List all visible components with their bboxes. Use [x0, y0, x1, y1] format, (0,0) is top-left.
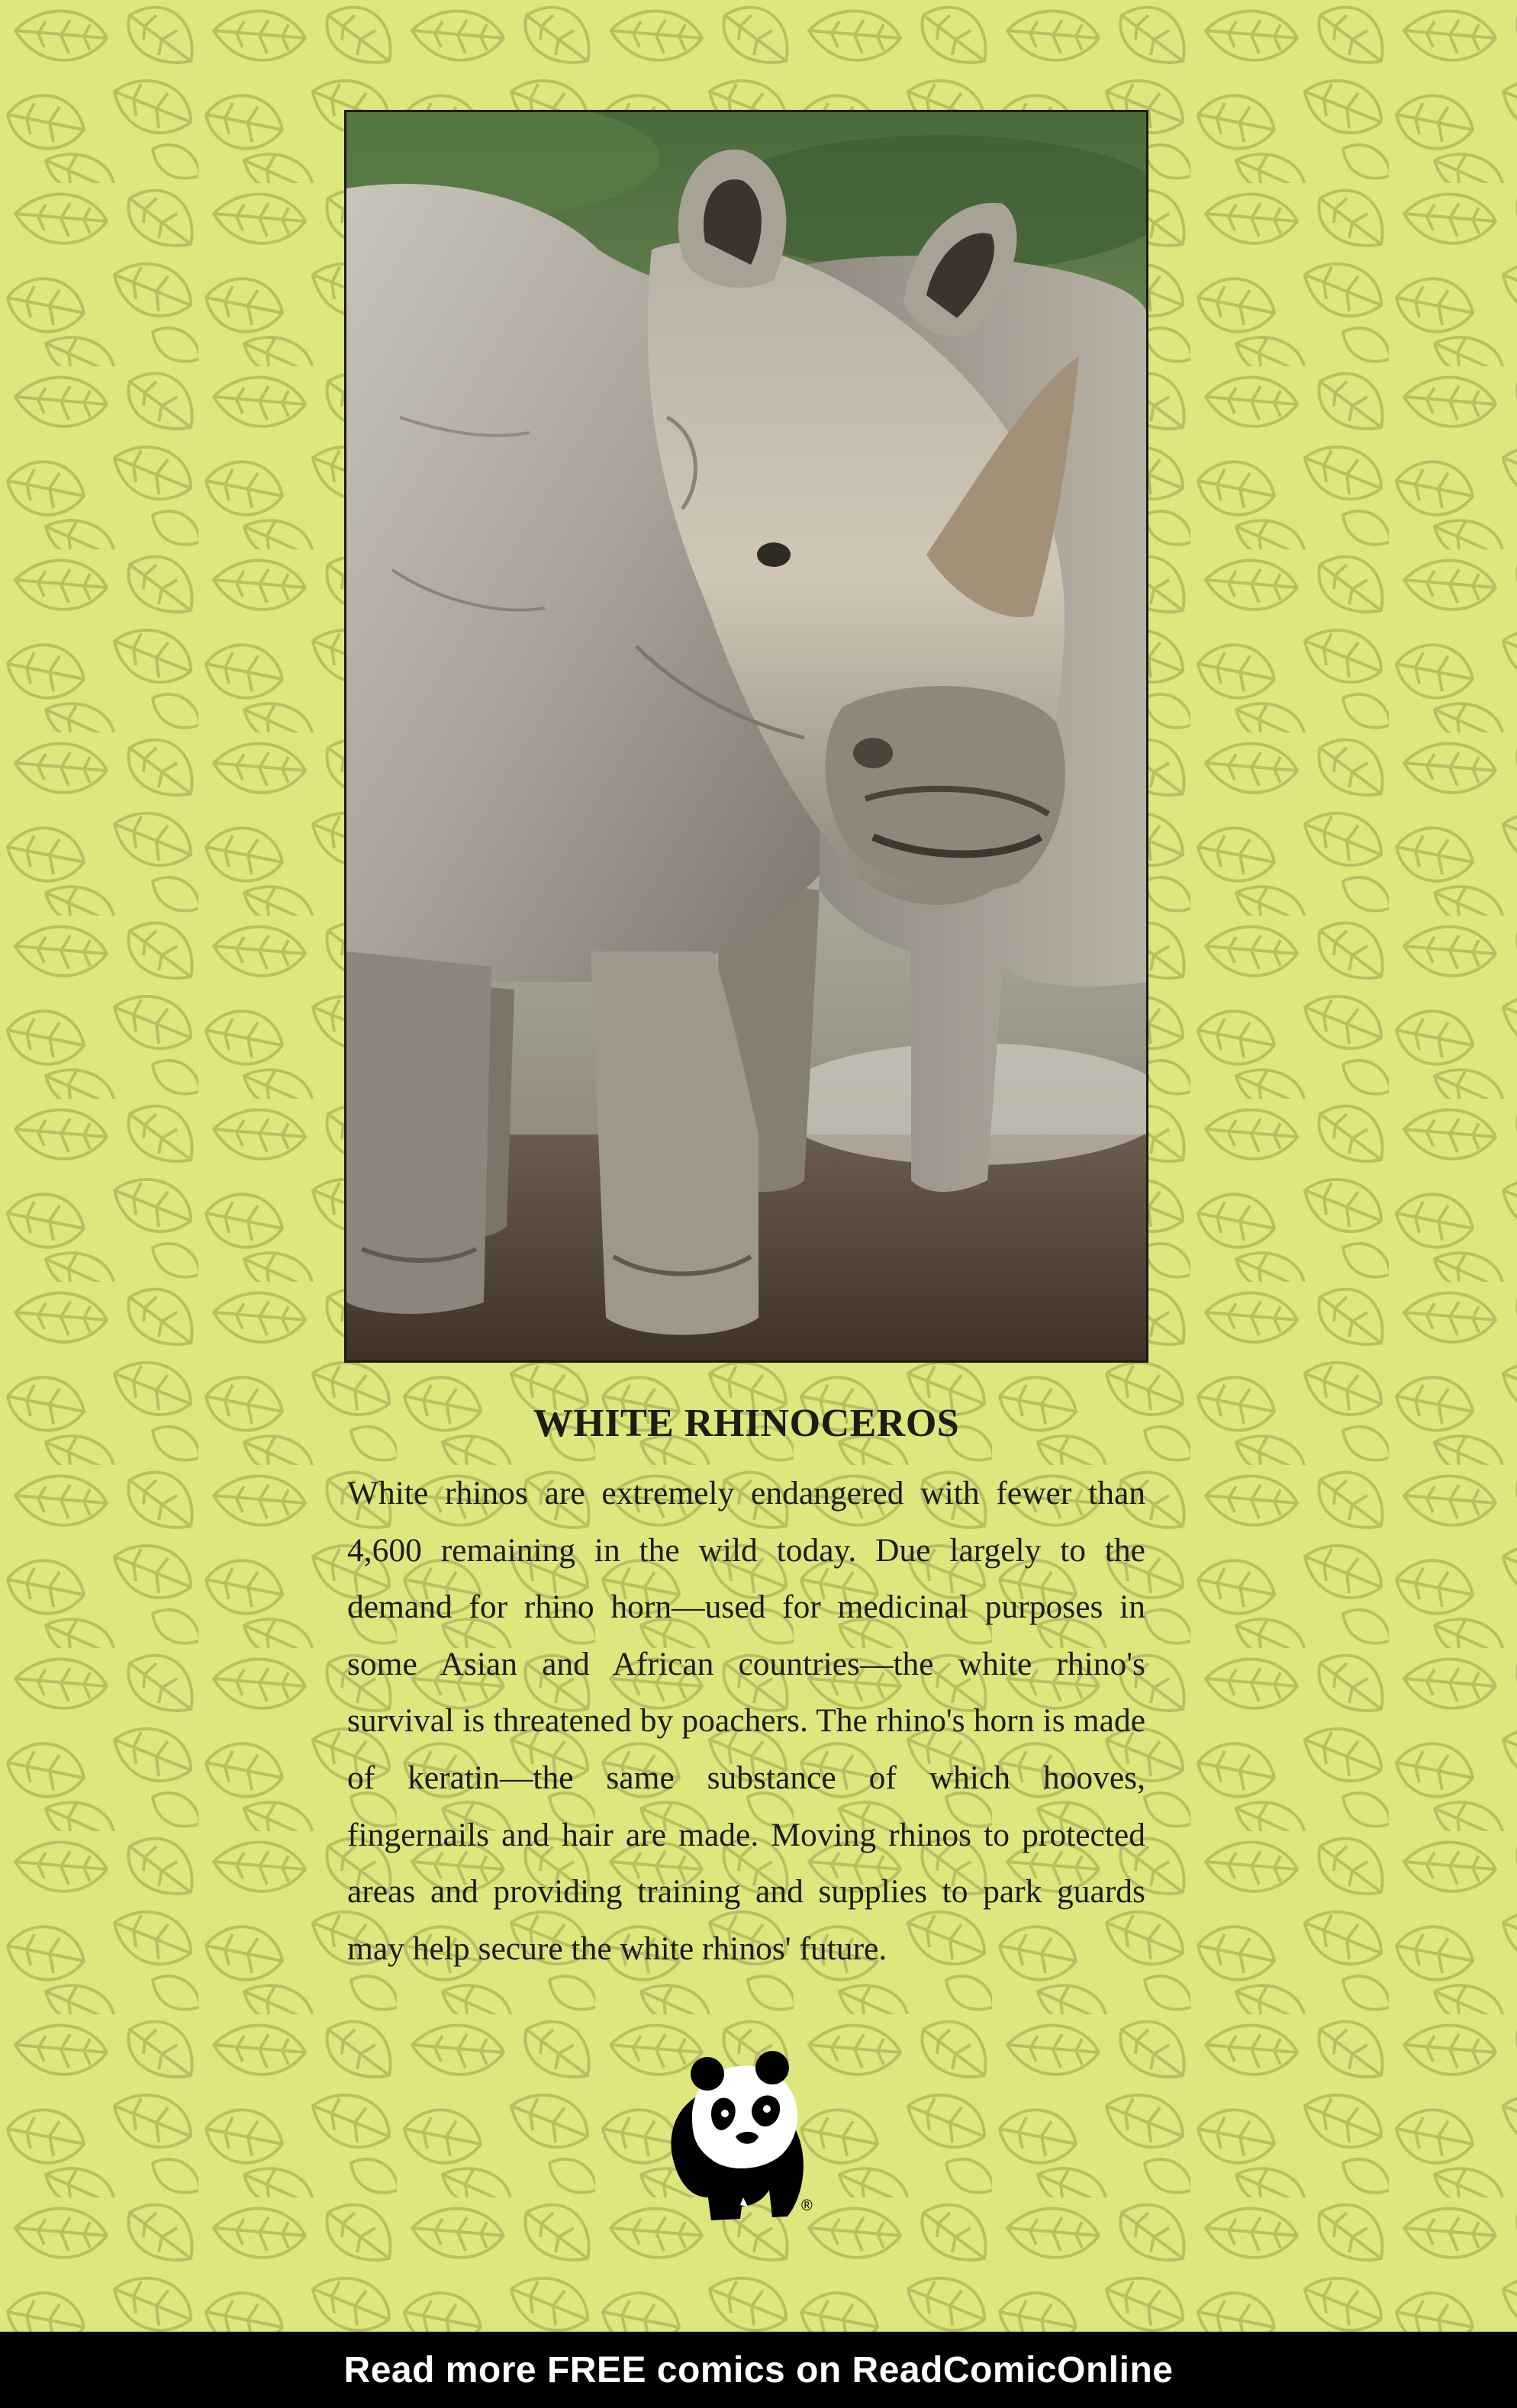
registered-mark: ®: [801, 2197, 813, 2214]
rhino-photo-image: [346, 112, 1146, 1360]
article-body: White rhinos are extremely endangered with fewer than 4,600 remaining in the wild today. Due largely to the demand for rhino horn—used for medicinal purposes in some Asian and African countries—the white rhino's survival is threatened by poachers. The rhino's horn is made of keratin—the same substance of which hooves, fingernails and hair are made. Moving rhinos to protected areas and providing training and supplies to park guards may help secure the white rhinos' future.: [347, 1475, 1145, 1967]
rhino-photo: [344, 110, 1148, 1363]
panda-logo-icon: [658, 2045, 826, 2228]
panda-logo-graphic: [658, 2045, 826, 2228]
article-title: WHITE RHINOCEROS: [533, 1402, 960, 1445]
promo-banner-text[interactable]: Read more FREE comics on ReadComicOnline: [343, 2349, 1174, 2390]
promo-banner[interactable]: [0, 2332, 1517, 2408]
